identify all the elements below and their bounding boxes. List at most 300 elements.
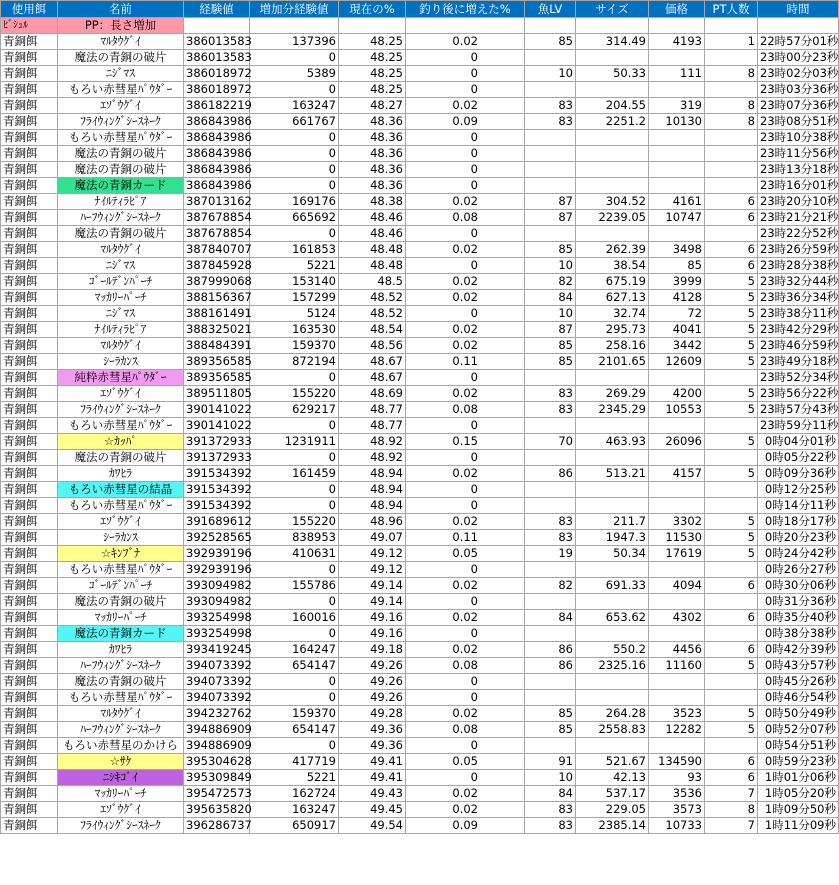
cell-pct[interactable]: 48.67 xyxy=(339,354,406,370)
cell-lv[interactable]: 86 xyxy=(525,466,576,482)
cell-gain[interactable]: 1231911 xyxy=(250,434,339,450)
cell-pt[interactable] xyxy=(705,482,758,498)
cell-pt[interactable]: 8 xyxy=(705,98,758,114)
cell-gain[interactable]: 0 xyxy=(250,418,339,434)
cell-exp[interactable]: 394232762 xyxy=(184,706,250,722)
cell-price[interactable] xyxy=(649,418,705,434)
cell-pct[interactable]: 48.52 xyxy=(339,290,406,306)
cell-pt[interactable] xyxy=(705,82,758,98)
cell-name[interactable]: ｴｿﾞｳｸﾞｲ xyxy=(58,386,184,402)
cell-size[interactable] xyxy=(576,450,649,466)
cell-time[interactable]: 1時01分06秒 xyxy=(758,770,839,786)
cell-gain[interactable]: 0 xyxy=(250,450,339,466)
cell-exp[interactable]: 393419245 xyxy=(184,642,250,658)
cell-inc[interactable]: 0.02 xyxy=(406,338,525,354)
cell-name[interactable]: ｺﾞｰﾙﾃﾞﾝﾊﾟｰﾁ xyxy=(58,274,184,290)
cell-gain[interactable]: 0 xyxy=(250,226,339,242)
cell-pt[interactable] xyxy=(705,594,758,610)
cell-exp[interactable]: 394073392 xyxy=(184,658,250,674)
cell-pt[interactable] xyxy=(705,562,758,578)
cell-time[interactable]: 23時28分38秒 xyxy=(758,258,839,274)
cell-exp[interactable]: 391534392 xyxy=(184,482,250,498)
cell-pt[interactable]: 6 xyxy=(705,210,758,226)
cell-pct[interactable]: 48.36 xyxy=(339,114,406,130)
cell-price[interactable]: 10553 xyxy=(649,402,705,418)
cell-bait[interactable]: 青銅餌 xyxy=(1,258,58,274)
cell-price[interactable]: 3523 xyxy=(649,706,705,722)
cell-pct[interactable]: 48.5 xyxy=(339,274,406,290)
cell-bait[interactable]: 青銅餌 xyxy=(1,498,58,514)
cell-pct[interactable]: 49.41 xyxy=(339,754,406,770)
cell-name[interactable]: ｺﾞｰﾙﾃﾞﾝﾊﾟｰﾁ xyxy=(58,578,184,594)
cell-price[interactable] xyxy=(649,226,705,242)
cell-inc[interactable]: 0 xyxy=(406,306,525,322)
cell-size[interactable] xyxy=(576,562,649,578)
cell-price[interactable]: 4157 xyxy=(649,466,705,482)
cell-lv[interactable]: 83 xyxy=(525,402,576,418)
header-size[interactable]: サイズ xyxy=(576,1,649,18)
cell-time[interactable]: 0時09分36秒 xyxy=(758,466,839,482)
cell-time[interactable]: 0時18分17秒 xyxy=(758,514,839,530)
cell-exp[interactable]: 392528565 xyxy=(184,530,250,546)
cell-pt[interactable] xyxy=(705,226,758,242)
cell-gain[interactable]: 0 xyxy=(250,146,339,162)
cell-inc[interactable]: 0 xyxy=(406,482,525,498)
cell-price[interactable]: 3442 xyxy=(649,338,705,354)
cell-size[interactable]: 2101.65 xyxy=(576,354,649,370)
cell-exp[interactable]: 391372933 xyxy=(184,434,250,450)
cell-pt[interactable]: 5 xyxy=(705,722,758,738)
cell-size[interactable] xyxy=(576,498,649,514)
cell-size[interactable] xyxy=(576,674,649,690)
cell-pct[interactable]: 48.48 xyxy=(339,258,406,274)
cell-inc[interactable]: 0 xyxy=(406,674,525,690)
cell-gain[interactable]: 159370 xyxy=(250,706,339,722)
cell-exp[interactable]: 395304628 xyxy=(184,754,250,770)
cell-exp[interactable]: 395309849 xyxy=(184,770,250,786)
cell-gain[interactable]: 629217 xyxy=(250,402,339,418)
cell-inc[interactable]: 0.02 xyxy=(406,466,525,482)
cell-name[interactable]: ﾏｯｶﾘｰﾊﾟｰﾁ xyxy=(58,290,184,306)
cell-name[interactable]: ｼｰﾗｶﾝｽ xyxy=(58,354,184,370)
cell-name[interactable]: ﾏﾙﾀｳｸﾞｲ xyxy=(58,242,184,258)
cell-inc[interactable]: 0 xyxy=(406,594,525,610)
cell-name[interactable]: ﾅｲﾙﾃｨﾗﾋﾟｱ xyxy=(58,322,184,338)
cell-lv[interactable] xyxy=(525,482,576,498)
cell-name[interactable]: ﾆｼﾞﾏｽ xyxy=(58,306,184,322)
cell-exp[interactable]: 386843986 xyxy=(184,178,250,194)
cell-pct[interactable]: 49.54 xyxy=(339,818,406,834)
cell-time[interactable]: 23時22分52秒 xyxy=(758,226,839,242)
cell-pt[interactable] xyxy=(705,674,758,690)
cell-exp[interactable]: 389356585 xyxy=(184,370,250,386)
cell-gain[interactable]: 153140 xyxy=(250,274,339,290)
cell-inc[interactable]: 0.09 xyxy=(406,818,525,834)
cell-bait[interactable]: 青銅餌 xyxy=(1,434,58,450)
cell-pct[interactable]: 48.56 xyxy=(339,338,406,354)
cell-lv[interactable]: 70 xyxy=(525,434,576,450)
cell-price[interactable] xyxy=(649,370,705,386)
cell-size[interactable]: 2239.05 xyxy=(576,210,649,226)
header-inc[interactable]: 釣り後に増えた% xyxy=(406,1,525,18)
cell-pct[interactable]: 48.94 xyxy=(339,498,406,514)
cell-gain[interactable]: 872194 xyxy=(250,354,339,370)
cell-bait[interactable]: 青銅餌 xyxy=(1,802,58,818)
cell-pct[interactable]: 48.46 xyxy=(339,210,406,226)
cell-pct[interactable]: 49.41 xyxy=(339,770,406,786)
cell-lv[interactable]: 85 xyxy=(525,34,576,50)
cell-size[interactable]: 2251.2 xyxy=(576,114,649,130)
cell-gain[interactable]: 0 xyxy=(250,626,339,642)
cell-exp[interactable]: 390141022 xyxy=(184,418,250,434)
cell-pt[interactable] xyxy=(705,370,758,386)
cell-bait[interactable]: 青銅餌 xyxy=(1,338,58,354)
cell-price[interactable] xyxy=(649,562,705,578)
cell-size[interactable] xyxy=(576,162,649,178)
cell-bait[interactable]: 青銅餌 xyxy=(1,530,58,546)
cell-size[interactable]: 550.2 xyxy=(576,642,649,658)
cell-time[interactable]: 0時04分01秒 xyxy=(758,434,839,450)
cell-pt[interactable]: 6 xyxy=(705,194,758,210)
cell-size[interactable]: 229.05 xyxy=(576,802,649,818)
cell-inc[interactable]: 0 xyxy=(406,690,525,706)
cell-inc[interactable]: 0.08 xyxy=(406,658,525,674)
cell-bait[interactable]: 青銅餌 xyxy=(1,130,58,146)
cell-inc[interactable]: 0 xyxy=(406,178,525,194)
cell-size[interactable]: 627.13 xyxy=(576,290,649,306)
cell-inc[interactable]: 0 xyxy=(406,66,525,82)
cell-exp[interactable]: 387678854 xyxy=(184,210,250,226)
cell-bait[interactable]: 青銅餌 xyxy=(1,146,58,162)
cell-gain[interactable]: 0 xyxy=(250,370,339,386)
cell-bait[interactable]: 青銅餌 xyxy=(1,626,58,642)
cell-size[interactable]: 691.33 xyxy=(576,578,649,594)
cell-inc[interactable]: 0.02 xyxy=(406,290,525,306)
cell-bait[interactable]: 青銅餌 xyxy=(1,514,58,530)
cell-pct[interactable]: 49.26 xyxy=(339,690,406,706)
cell-lv[interactable]: 19 xyxy=(525,546,576,562)
cell-exp[interactable]: 394886909 xyxy=(184,738,250,754)
cell-size[interactable]: 521.67 xyxy=(576,754,649,770)
cell-pt[interactable]: 5 xyxy=(705,354,758,370)
cell-bait[interactable]: 青銅餌 xyxy=(1,274,58,290)
cell-name[interactable]: もろい赤彗星ﾊﾟｳﾀﾞｰ xyxy=(58,418,184,434)
cell-pct[interactable]: 48.25 xyxy=(339,82,406,98)
cell-pct[interactable]: 48.54 xyxy=(339,322,406,338)
cell-pt[interactable]: 1 xyxy=(705,34,758,50)
cell-bait[interactable]: 青銅餌 xyxy=(1,786,58,802)
cell-lv[interactable] xyxy=(525,50,576,66)
cell-bait[interactable]: 青銅餌 xyxy=(1,354,58,370)
cell-lv[interactable] xyxy=(525,130,576,146)
cell-inc[interactable]: 0 xyxy=(406,162,525,178)
cell-name[interactable]: 魔法の青銅の破片 xyxy=(58,162,184,178)
cell-pt[interactable] xyxy=(705,146,758,162)
cell-inc[interactable]: 0 xyxy=(406,498,525,514)
cell-lv[interactable]: 86 xyxy=(525,642,576,658)
cell-pt[interactable]: 8 xyxy=(705,66,758,82)
cell-name[interactable]: ｶﾜﾋﾗ xyxy=(58,466,184,482)
cell-exp[interactable]: 393094982 xyxy=(184,578,250,594)
cell-bait[interactable]: 青銅餌 xyxy=(1,610,58,626)
cell-exp[interactable]: 387678854 xyxy=(184,226,250,242)
cell-time[interactable]: 23時11分56秒 xyxy=(758,146,839,162)
cell-time[interactable]: 23時57分43秒 xyxy=(758,402,839,418)
cell-lv[interactable] xyxy=(525,562,576,578)
cell-price[interactable] xyxy=(649,626,705,642)
cell-exp[interactable]: 387999068 xyxy=(184,274,250,290)
cell-price[interactable] xyxy=(649,450,705,466)
cell-name[interactable]: 魔法の青銅の破片 xyxy=(58,450,184,466)
cell-bait[interactable]: 青銅餌 xyxy=(1,82,58,98)
cell-size[interactable]: 50.33 xyxy=(576,66,649,82)
cell-price[interactable] xyxy=(649,178,705,194)
cell-bait[interactable]: 青銅餌 xyxy=(1,818,58,834)
cell-price[interactable]: 134590 xyxy=(649,754,705,770)
cell-inc[interactable]: 0.02 xyxy=(406,610,525,626)
cell-gain[interactable]: 650917 xyxy=(250,818,339,834)
cell-lv[interactable]: 10 xyxy=(525,306,576,322)
cell-gain[interactable]: 164247 xyxy=(250,642,339,658)
cell-pct[interactable]: 48.77 xyxy=(339,402,406,418)
cell-exp[interactable]: 395472573 xyxy=(184,786,250,802)
cell-bait[interactable]: 青銅餌 xyxy=(1,578,58,594)
cell-exp[interactable]: 386013583 xyxy=(184,34,250,50)
cell-name[interactable]: ｶﾜﾋﾗ xyxy=(58,642,184,658)
cell-price[interactable]: 4302 xyxy=(649,610,705,626)
cell-time[interactable]: 23時16分01秒 xyxy=(758,178,839,194)
cell-time[interactable]: 0時42分39秒 xyxy=(758,642,839,658)
cell-lv[interactable] xyxy=(525,226,576,242)
cell-time[interactable]: 23時07分36秒 xyxy=(758,98,839,114)
cell-size[interactable] xyxy=(576,738,649,754)
cell-bait[interactable]: 青銅餌 xyxy=(1,402,58,418)
cell-time[interactable]: 23時00分23秒 xyxy=(758,50,839,66)
cell-pct[interactable]: 49.18 xyxy=(339,642,406,658)
cell-time[interactable]: 23時36分34秒 xyxy=(758,290,839,306)
cell-exp[interactable]: 388156367 xyxy=(184,290,250,306)
cell-bait[interactable]: 青銅餌 xyxy=(1,178,58,194)
cell-size[interactable]: 653.62 xyxy=(576,610,649,626)
cell-size[interactable]: 211.7 xyxy=(576,514,649,530)
cell-pct[interactable]: 49.43 xyxy=(339,786,406,802)
cell-inc[interactable]: 0 xyxy=(406,82,525,98)
cell-exp[interactable]: 396286737 xyxy=(184,818,250,834)
cell-bait[interactable]: 青銅餌 xyxy=(1,386,58,402)
cell-pt[interactable]: 5 xyxy=(705,338,758,354)
cell-lv[interactable]: 84 xyxy=(525,610,576,626)
cell-time[interactable]: 22時57分01秒 xyxy=(758,34,839,50)
cell-inc[interactable]: 0.08 xyxy=(406,722,525,738)
cell-price[interactable]: 4094 xyxy=(649,578,705,594)
cell-inc[interactable]: 0 xyxy=(406,50,525,66)
cell-inc[interactable]: 0.15 xyxy=(406,434,525,450)
cell-pt[interactable]: 6 xyxy=(705,770,758,786)
first-row-bait[interactable]: ﾋﾞｼｭﾙ xyxy=(1,18,58,34)
cell-time[interactable]: 23時02分03秒 xyxy=(758,66,839,82)
header-pct[interactable]: 現在の% xyxy=(339,1,406,18)
cell-name[interactable]: ﾌﾗｲｳｨﾝｸﾞｼｰｽﾈｰｸ xyxy=(58,402,184,418)
cell-price[interactable]: 3999 xyxy=(649,274,705,290)
cell-bait[interactable]: 青銅餌 xyxy=(1,562,58,578)
cell-time[interactable]: 0時14分11秒 xyxy=(758,498,839,514)
cell-pt[interactable] xyxy=(705,738,758,754)
cell-pt[interactable] xyxy=(705,498,758,514)
cell-price[interactable] xyxy=(649,594,705,610)
cell-gain[interactable]: 0 xyxy=(250,130,339,146)
cell-inc[interactable]: 0.02 xyxy=(406,194,525,210)
cell-bait[interactable]: 青銅餌 xyxy=(1,418,58,434)
cell-size[interactable]: 304.52 xyxy=(576,194,649,210)
cell-time[interactable]: 0時26分27秒 xyxy=(758,562,839,578)
cell-name[interactable]: 魔法の青銅の破片 xyxy=(58,226,184,242)
cell-pt[interactable]: 6 xyxy=(705,578,758,594)
cell-exp[interactable]: 388325021 xyxy=(184,322,250,338)
cell-bait[interactable]: 青銅餌 xyxy=(1,194,58,210)
cell-time[interactable]: 23時42分29秒 xyxy=(758,322,839,338)
cell-inc[interactable]: 0.02 xyxy=(406,514,525,530)
header-lv[interactable]: 魚LV xyxy=(525,1,576,18)
cell-time[interactable]: 0時35分40秒 xyxy=(758,610,839,626)
cell-size[interactable] xyxy=(576,626,649,642)
cell-inc[interactable]: 0 xyxy=(406,450,525,466)
header-name[interactable]: 名前 xyxy=(58,1,184,18)
cell-lv[interactable]: 10 xyxy=(525,770,576,786)
first-row-note[interactable]: PP：長さ増加 xyxy=(58,18,184,34)
cell-exp[interactable]: 390141022 xyxy=(184,402,250,418)
cell-name[interactable]: もろい赤彗星のかけら xyxy=(58,738,184,754)
cell-lv[interactable]: 83 xyxy=(525,802,576,818)
cell-price[interactable] xyxy=(649,674,705,690)
cell-inc[interactable]: 0.02 xyxy=(406,34,525,50)
cell-inc[interactable]: 0.05 xyxy=(406,754,525,770)
cell-price[interactable]: 3536 xyxy=(649,786,705,802)
cell-pt[interactable]: 8 xyxy=(705,802,758,818)
cell-name[interactable]: ﾏﾙﾀｳｸﾞｲ xyxy=(58,706,184,722)
cell-pt[interactable]: 5 xyxy=(705,658,758,674)
cell-time[interactable]: 23時20分10秒 xyxy=(758,194,839,210)
cell-lv[interactable] xyxy=(525,82,576,98)
cell-pct[interactable]: 48.36 xyxy=(339,162,406,178)
cell-pt[interactable]: 5 xyxy=(705,386,758,402)
cell-gain[interactable]: 155786 xyxy=(250,578,339,594)
cell-lv[interactable]: 83 xyxy=(525,818,576,834)
cell-pt[interactable]: 5 xyxy=(705,546,758,562)
cell-bait[interactable]: 青銅餌 xyxy=(1,466,58,482)
header-pt[interactable]: PT人数 xyxy=(705,1,758,18)
cell-bait[interactable]: 青銅餌 xyxy=(1,738,58,754)
cell-lv[interactable]: 82 xyxy=(525,274,576,290)
cell-exp[interactable]: 386018972 xyxy=(184,66,250,82)
cell-lv[interactable]: 85 xyxy=(525,338,576,354)
cell-exp[interactable]: 386013583 xyxy=(184,50,250,66)
cell-name[interactable]: 魔法の青銅カード xyxy=(58,626,184,642)
cell-pct[interactable]: 48.92 xyxy=(339,434,406,450)
cell-time[interactable]: 23時32分44秒 xyxy=(758,274,839,290)
cell-gain[interactable]: 654147 xyxy=(250,722,339,738)
cell-pt[interactable]: 5 xyxy=(705,530,758,546)
cell-pt[interactable]: 5 xyxy=(705,402,758,418)
cell-exp[interactable]: 393254998 xyxy=(184,610,250,626)
cell-pt[interactable] xyxy=(705,450,758,466)
cell-inc[interactable]: 0.02 xyxy=(406,706,525,722)
cell-lv[interactable]: 87 xyxy=(525,322,576,338)
cell-inc[interactable]: 0.05 xyxy=(406,546,525,562)
cell-size[interactable] xyxy=(576,226,649,242)
cell-exp[interactable]: 387840707 xyxy=(184,242,250,258)
cell-inc[interactable]: 0 xyxy=(406,258,525,274)
cell-name[interactable]: ﾏﾙﾀｳｸﾞｲ xyxy=(58,338,184,354)
cell-inc[interactable]: 0.09 xyxy=(406,114,525,130)
cell-price[interactable]: 10733 xyxy=(649,818,705,834)
cell-bait[interactable]: 青銅餌 xyxy=(1,770,58,786)
cell-pct[interactable]: 48.36 xyxy=(339,178,406,194)
header-time[interactable]: 時間 xyxy=(758,1,839,18)
cell-name[interactable]: ﾏｯｶﾘｰﾊﾟｰﾁ xyxy=(58,786,184,802)
cell-size[interactable]: 264.28 xyxy=(576,706,649,722)
cell-pt[interactable]: 6 xyxy=(705,642,758,658)
cell-bait[interactable]: 青銅餌 xyxy=(1,546,58,562)
cell-size[interactable]: 2345.29 xyxy=(576,402,649,418)
cell-lv[interactable]: 86 xyxy=(525,658,576,674)
cell-bait[interactable]: 青銅餌 xyxy=(1,34,58,50)
cell-pt[interactable]: 5 xyxy=(705,466,758,482)
cell-size[interactable] xyxy=(576,594,649,610)
cell-name[interactable]: ﾆｼﾞﾏｽ xyxy=(58,258,184,274)
cell-inc[interactable]: 0.02 xyxy=(406,386,525,402)
header-gain[interactable]: 増加分経験値 xyxy=(250,1,339,18)
cell-price[interactable] xyxy=(649,82,705,98)
cell-pt[interactable]: 6 xyxy=(705,610,758,626)
cell-price[interactable]: 10747 xyxy=(649,210,705,226)
cell-lv[interactable]: 85 xyxy=(525,354,576,370)
cell-name[interactable]: ﾊｰﾌｳｨﾝｸﾞｼｰｽﾈｰｸ xyxy=(58,658,184,674)
cell-bait[interactable]: 青銅餌 xyxy=(1,642,58,658)
cell-lv[interactable] xyxy=(525,178,576,194)
cell-inc[interactable]: 0 xyxy=(406,226,525,242)
cell-lv[interactable] xyxy=(525,498,576,514)
cell-pct[interactable]: 49.16 xyxy=(339,610,406,626)
cell-exp[interactable]: 391534392 xyxy=(184,498,250,514)
cell-bait[interactable]: 青銅餌 xyxy=(1,98,58,114)
cell-size[interactable]: 513.21 xyxy=(576,466,649,482)
cell-price[interactable]: 111 xyxy=(649,66,705,82)
cell-time[interactable]: 23時10分38秒 xyxy=(758,130,839,146)
cell-name[interactable]: 魔法の青銅の破片 xyxy=(58,674,184,690)
cell-gain[interactable]: 410631 xyxy=(250,546,339,562)
cell-exp[interactable]: 393254998 xyxy=(184,626,250,642)
cell-name[interactable]: もろい赤彗星ﾊﾟｳﾀﾞｰ xyxy=(58,562,184,578)
cell-time[interactable]: 0時05分22秒 xyxy=(758,450,839,466)
cell-price[interactable] xyxy=(649,130,705,146)
cell-name[interactable]: ﾏｯｶﾘｰﾊﾟｰﾁ xyxy=(58,610,184,626)
cell-exp[interactable]: 393094982 xyxy=(184,594,250,610)
cell-pct[interactable]: 48.94 xyxy=(339,466,406,482)
cell-name[interactable]: もろい赤彗星ﾊﾟｳﾀﾞｰ xyxy=(58,82,184,98)
cell-pt[interactable]: 5 xyxy=(705,274,758,290)
cell-gain[interactable]: 0 xyxy=(250,498,339,514)
cell-lv[interactable] xyxy=(525,690,576,706)
cell-bait[interactable]: 青銅餌 xyxy=(1,674,58,690)
cell-time[interactable]: 0時45分26秒 xyxy=(758,674,839,690)
cell-name[interactable]: 魔法の青銅の破片 xyxy=(58,594,184,610)
cell-name[interactable]: ﾊｰﾌｳｨﾝｸﾞｼｰｽﾈｰｸ xyxy=(58,210,184,226)
cell-exp[interactable]: 394073392 xyxy=(184,674,250,690)
cell-time[interactable]: 23時21分21秒 xyxy=(758,210,839,226)
cell-inc[interactable]: 0.02 xyxy=(406,98,525,114)
cell-bait[interactable]: 青銅餌 xyxy=(1,162,58,178)
cell-pct[interactable]: 48.27 xyxy=(339,98,406,114)
